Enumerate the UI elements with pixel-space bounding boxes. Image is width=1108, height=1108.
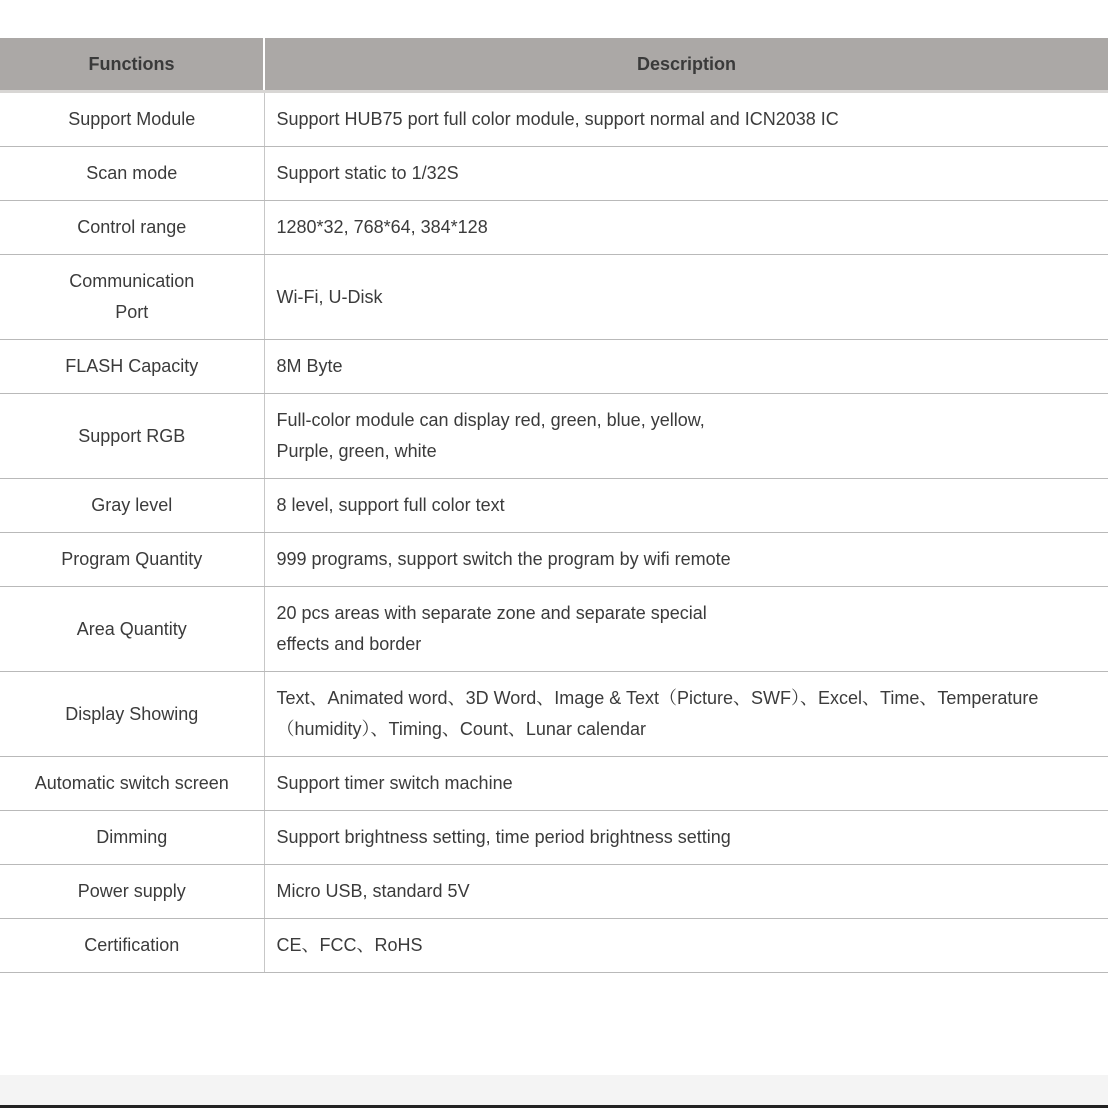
spec-table (0, 38, 1108, 973)
function-cell: Communication Port (0, 255, 264, 340)
table-body (0, 92, 1108, 973)
footer-band (0, 1075, 1108, 1105)
function-cell: Certification (0, 919, 264, 973)
table-header (0, 38, 1108, 92)
table-row (0, 757, 1108, 811)
table-row (0, 92, 1108, 147)
header-description: Description (264, 38, 1108, 92)
description-cell: 8 level, support full color text (264, 479, 1108, 533)
table-row (0, 919, 1108, 973)
table-row (0, 479, 1108, 533)
function-cell: Display Showing (0, 672, 264, 757)
description-cell: Micro USB, standard 5V (264, 865, 1108, 919)
function-cell: Support Module (0, 92, 264, 147)
description-cell: Full-color module can display red, green, blue, yellow, Purple, green, white (264, 394, 1108, 479)
description-cell: Wi-Fi, U-Disk (264, 255, 1108, 340)
table-row (0, 340, 1108, 394)
header-functions: Functions (0, 38, 264, 92)
function-cell: FLASH Capacity (0, 340, 264, 394)
function-cell: Control range (0, 201, 264, 255)
table-row (0, 394, 1108, 479)
function-cell: Dimming (0, 811, 264, 865)
description-cell: 8M Byte (264, 340, 1108, 394)
description-cell: Support static to 1/32S (264, 147, 1108, 201)
table-row (0, 255, 1108, 340)
table-row (0, 201, 1108, 255)
description-cell: 20 pcs areas with separate zone and separate special effects and border (264, 587, 1108, 672)
description-cell: Support timer switch machine (264, 757, 1108, 811)
table-row (0, 811, 1108, 865)
table-row (0, 865, 1108, 919)
table-row (0, 533, 1108, 587)
description-cell: Text、Animated word、3D Word、Image & Text（Picture、SWF）、Excel、Time、Temperature （humidity）、Timing、Count、Lunar calendar (264, 672, 1108, 757)
table-row (0, 147, 1108, 201)
function-cell: Support RGB (0, 394, 264, 479)
description-cell: 1280*32, 768*64, 384*128 (264, 201, 1108, 255)
function-cell: Area Quantity (0, 587, 264, 672)
header-row (0, 38, 1108, 92)
table-row (0, 672, 1108, 757)
description-cell: CE、FCC、RoHS (264, 919, 1108, 973)
description-cell: 999 programs, support switch the program by wifi remote (264, 533, 1108, 587)
table-row (0, 587, 1108, 672)
description-cell: Support brightness setting, time period brightness setting (264, 811, 1108, 865)
function-cell: Gray level (0, 479, 264, 533)
description-cell: Support HUB75 port full color module, support normal and ICN2038 IC (264, 92, 1108, 147)
function-cell: Automatic switch screen (0, 757, 264, 811)
function-cell: Power supply (0, 865, 264, 919)
function-cell: Scan mode (0, 147, 264, 201)
function-cell: Program Quantity (0, 533, 264, 587)
